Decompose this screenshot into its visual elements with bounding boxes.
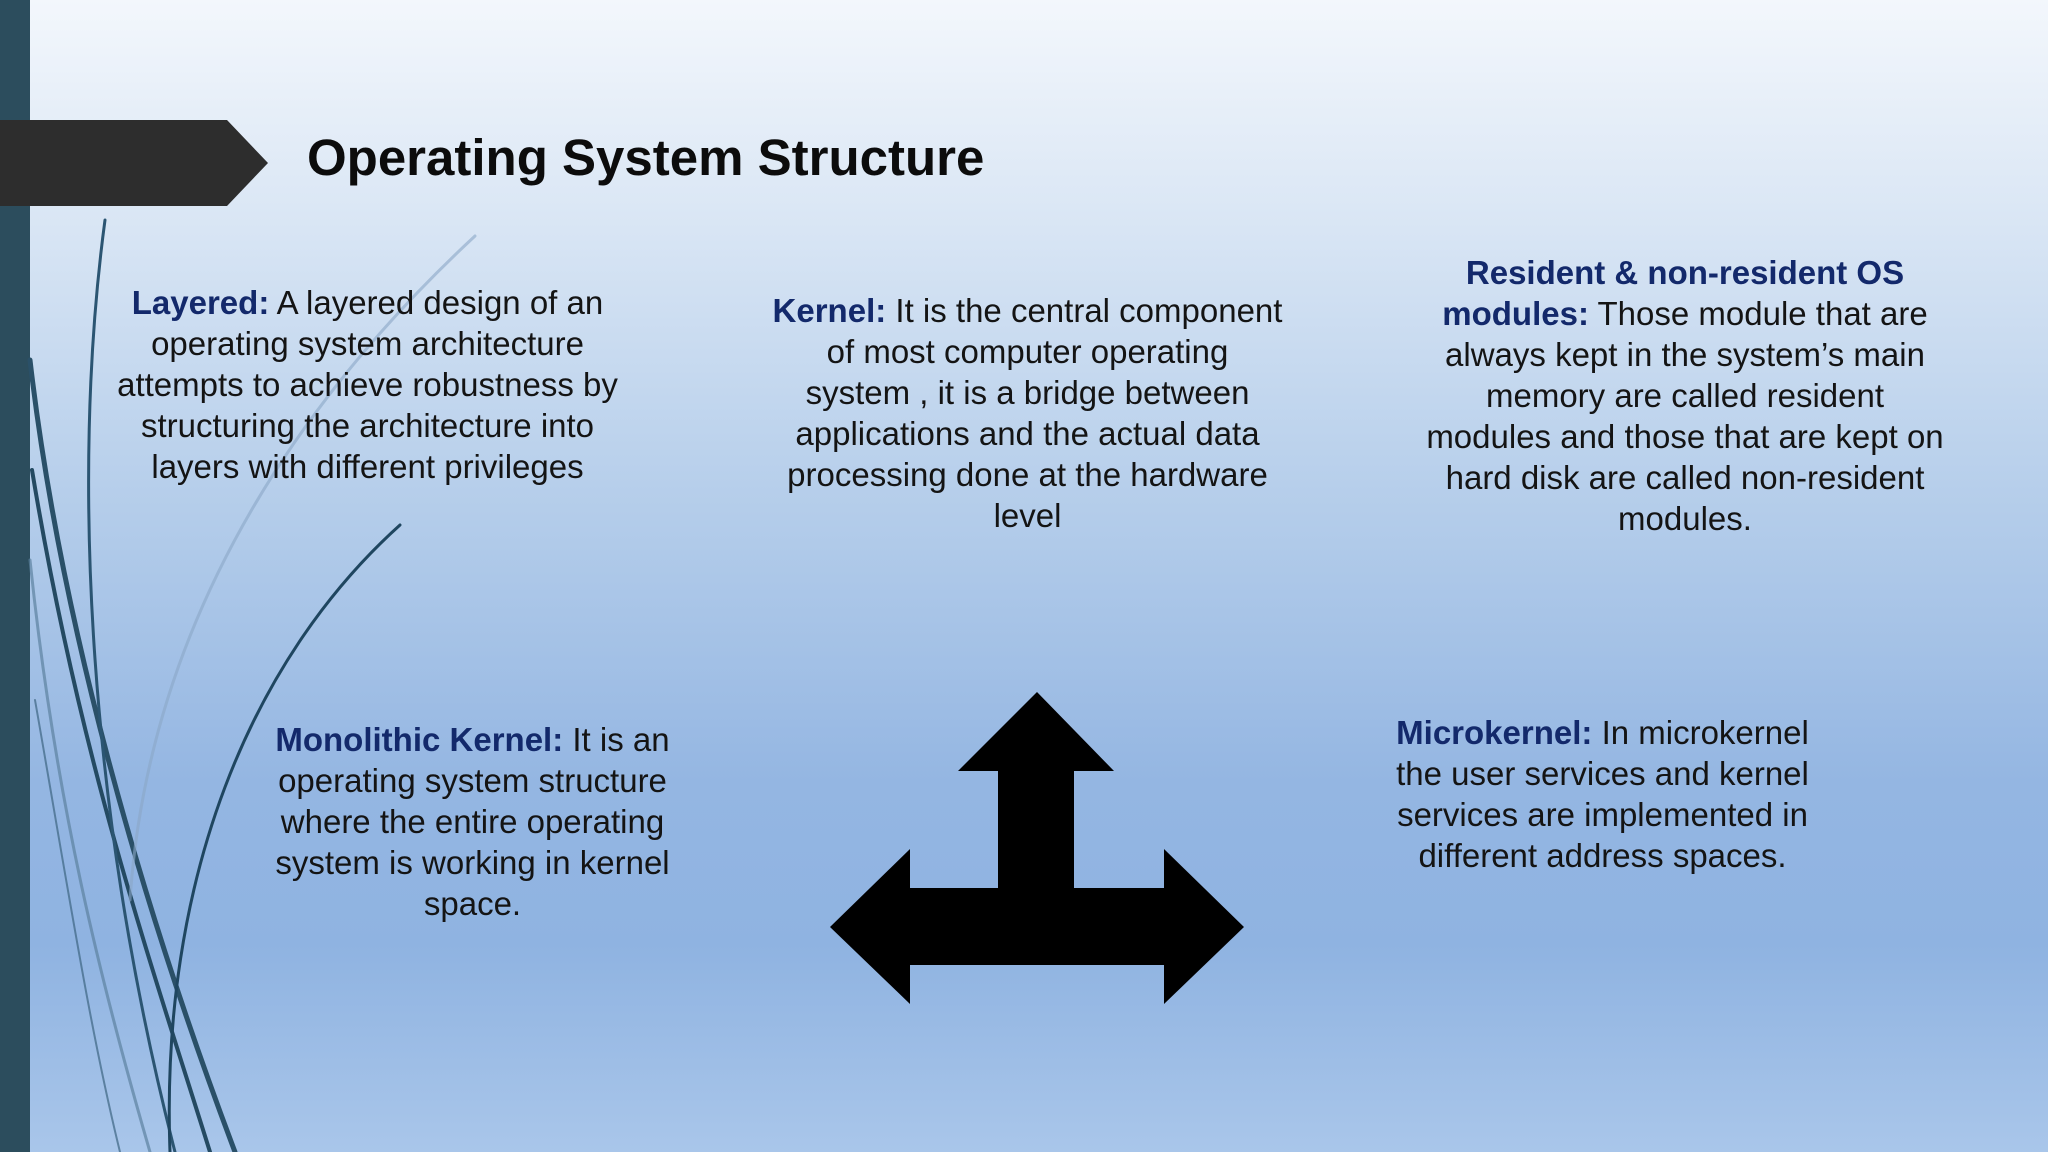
microkernel-description: In microkernel the user services and kernel services are implemented in different address spaces. xyxy=(1396,714,1809,874)
three-way-arrow-icon xyxy=(830,692,1245,1004)
monolithic-kernel-term: Monolithic Kernel: xyxy=(275,721,564,758)
layered-term: Layered: xyxy=(131,284,270,321)
title-banner xyxy=(0,120,270,206)
microkernel-text-block xyxy=(1385,712,1820,876)
kernel-description: It is the central component of most computer operating system , it is a bridge between applications and the actual data processing done at the hardware level xyxy=(787,292,1283,534)
resident-modules-term: Resident & non-resident OS modules: xyxy=(1442,254,1905,332)
monolithic-kernel-description: It is an operating system structure where the entire operating system is working in kernel space. xyxy=(275,721,670,922)
resident-modules-description: Those module that are always kept in the system’s main memory are called resident modules and those that are kept on hard disk are called non-resident modules. xyxy=(1426,295,1944,537)
monolithic-kernel-text-block xyxy=(265,719,680,924)
layered-description: A layered design of an operating system architecture attempts to achieve robustness by structuring the architecture into layers with different privileges xyxy=(117,284,618,485)
kernel-text-block xyxy=(770,290,1285,536)
layered-text-block xyxy=(115,282,620,487)
slide-title: Operating System Structure xyxy=(307,129,985,186)
resident-modules-text-block xyxy=(1420,252,1950,539)
kernel-term: Kernel: xyxy=(772,292,887,329)
microkernel-term: Microkernel: xyxy=(1396,714,1593,751)
